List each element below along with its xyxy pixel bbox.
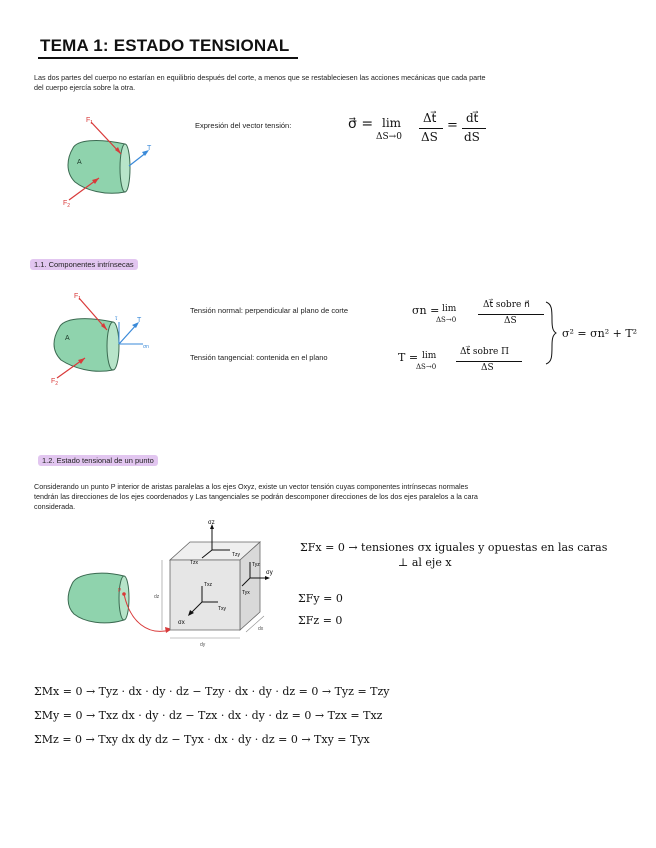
vector-den1: ΔS: [421, 130, 438, 144]
force-z-equation: ΣFz = 0: [298, 614, 343, 627]
title-underline: [38, 57, 298, 59]
sn-numerator: Δt⃗ sobre n⃗: [483, 300, 530, 310]
tau-yz-label: Tyz: [252, 562, 260, 568]
cut-face-3: [119, 576, 129, 620]
vector-lim-sub: ΔS→0: [376, 132, 402, 142]
sigma-label-2: σn: [143, 344, 149, 350]
dx-label: dx: [258, 626, 264, 632]
f2-label: $F_2$: [63, 200, 71, 209]
tau-zx-label: Tzx: [190, 560, 199, 566]
vector-lim: lim: [382, 116, 402, 130]
tau-denominator: ΔS: [481, 363, 494, 373]
tau-lim: lim: [422, 351, 437, 361]
sigma-z-label: σz: [208, 520, 215, 526]
tau-xz-label: Txz: [204, 582, 213, 588]
vector-frac2-line: [462, 128, 486, 129]
cut-body-figure-2: [45, 286, 165, 386]
cut-body-figure-1: [55, 110, 165, 215]
section2-line-2: tendrán las direcciones de los ejes coordenados y Las tangenciales se podrán descomponer direcciones de los dos ejes paralelos a la cara: [34, 492, 478, 501]
force-y-equation: ΣFy = 0: [298, 592, 343, 605]
sigma-x-label: σx: [178, 620, 185, 626]
cut-face-2: [107, 322, 119, 370]
tau-yx-label: Tyx: [242, 590, 250, 596]
dz-label: dz: [154, 594, 160, 600]
total-tension-formula: σ² = σn² + T²: [562, 327, 638, 340]
vector-label: Expresión del vector tensión:: [195, 121, 292, 130]
intro-line-2: del cuerpo ejercía sobre la otra.: [34, 83, 136, 92]
vector-num2: dt⃗: [466, 111, 479, 125]
section2-line-1: Considerando un punto P interior de aristas paralelas a los ejes Oxyz, existe un vector tensión cuyas componentes intrínsecas normales: [34, 482, 469, 491]
tangent-tension-label: Tensión tangencial: contenida en el plano: [190, 353, 328, 362]
t-label: T: [147, 145, 152, 152]
tau-fraction-line: [456, 361, 522, 362]
sn-fraction-line: [478, 314, 544, 315]
tau-numerator: Δt⃗ sobre Π: [460, 347, 510, 357]
sn-lim: lim: [442, 304, 457, 314]
section-header-1-1: 1.1. Componentes intrínsecas: [30, 259, 138, 270]
intro-paragraph: [34, 73, 634, 93]
section-header-1-2: 1.2. Estado tensional de un punto: [38, 455, 158, 466]
f2-label-2: $F_2$: [51, 378, 59, 386]
sigma-y-label: σy: [266, 570, 273, 576]
sigma-n: σn =: [412, 304, 440, 317]
tau-label-2: τ: [115, 316, 118, 322]
tau-lim-sub: ΔS→0: [416, 363, 437, 371]
right-brace: [544, 300, 558, 366]
vector-eq: =: [447, 118, 458, 133]
point-p-label: P: [118, 588, 122, 594]
stress-cube-figure: [150, 520, 275, 650]
force-x-equation: ΣFx = 0 → tensiones σx iguales y opuestas en las caras: [300, 541, 608, 554]
vector-frac1-line: [419, 128, 443, 129]
moment-x-equation: ΣMx = 0 → Tyz · dx · dy · dz − Tzy · dx · dy · dz = 0 → Tyz = Tzy: [34, 685, 390, 698]
sigma-y-head: [265, 576, 270, 580]
sn-denominator: ΔS: [504, 316, 517, 326]
moment-z-equation: ΣMz = 0 → Txy dx dy dz − Tyx · dx · dy · dz = 0 → Txy = Tyx: [34, 733, 370, 746]
a-label-2: A: [65, 335, 70, 342]
vector-num1: Δt⃗: [423, 111, 437, 125]
tension-arrow-2: [119, 324, 137, 344]
dy-label: dy: [200, 642, 206, 648]
f1-label: $F_1$: [86, 117, 94, 126]
moment-y-equation: ΣMy = 0 → Txz dx · dy · dz − Tzx · dx · dy · dz = 0 → Tzx = Txz: [34, 709, 383, 722]
force-x-equation-2: ⊥ al eje x: [398, 556, 452, 569]
t-label-2: T: [137, 317, 142, 324]
f1-label-2: $F_1$: [74, 293, 82, 302]
tau-zy-label: Tzy: [232, 552, 241, 558]
page-title: TEMA 1: ESTADO TENSIONAL: [40, 36, 290, 55]
cut-face: [120, 144, 130, 192]
vector-den2: dS: [464, 130, 480, 144]
body-shape-3: [68, 573, 124, 623]
tau-xy-label: Txy: [218, 606, 227, 612]
sigma-vector: σ⃗ =: [348, 116, 374, 132]
a-label: A: [77, 159, 82, 166]
intro-line-1: Las dos partes del cuerpo no estarían en equilibrio después del corte, a menos que se restableciesen las acciones mecánicas que cada parte: [34, 73, 486, 82]
section2-line-3: considerada.: [34, 502, 76, 511]
sn-lim-sub: ΔS→0: [436, 316, 457, 324]
normal-tension-label: Tensión normal: perpendicular al plano de corte: [190, 306, 349, 315]
tau-t: T =: [398, 351, 419, 364]
section2-paragraph: [34, 482, 634, 512]
